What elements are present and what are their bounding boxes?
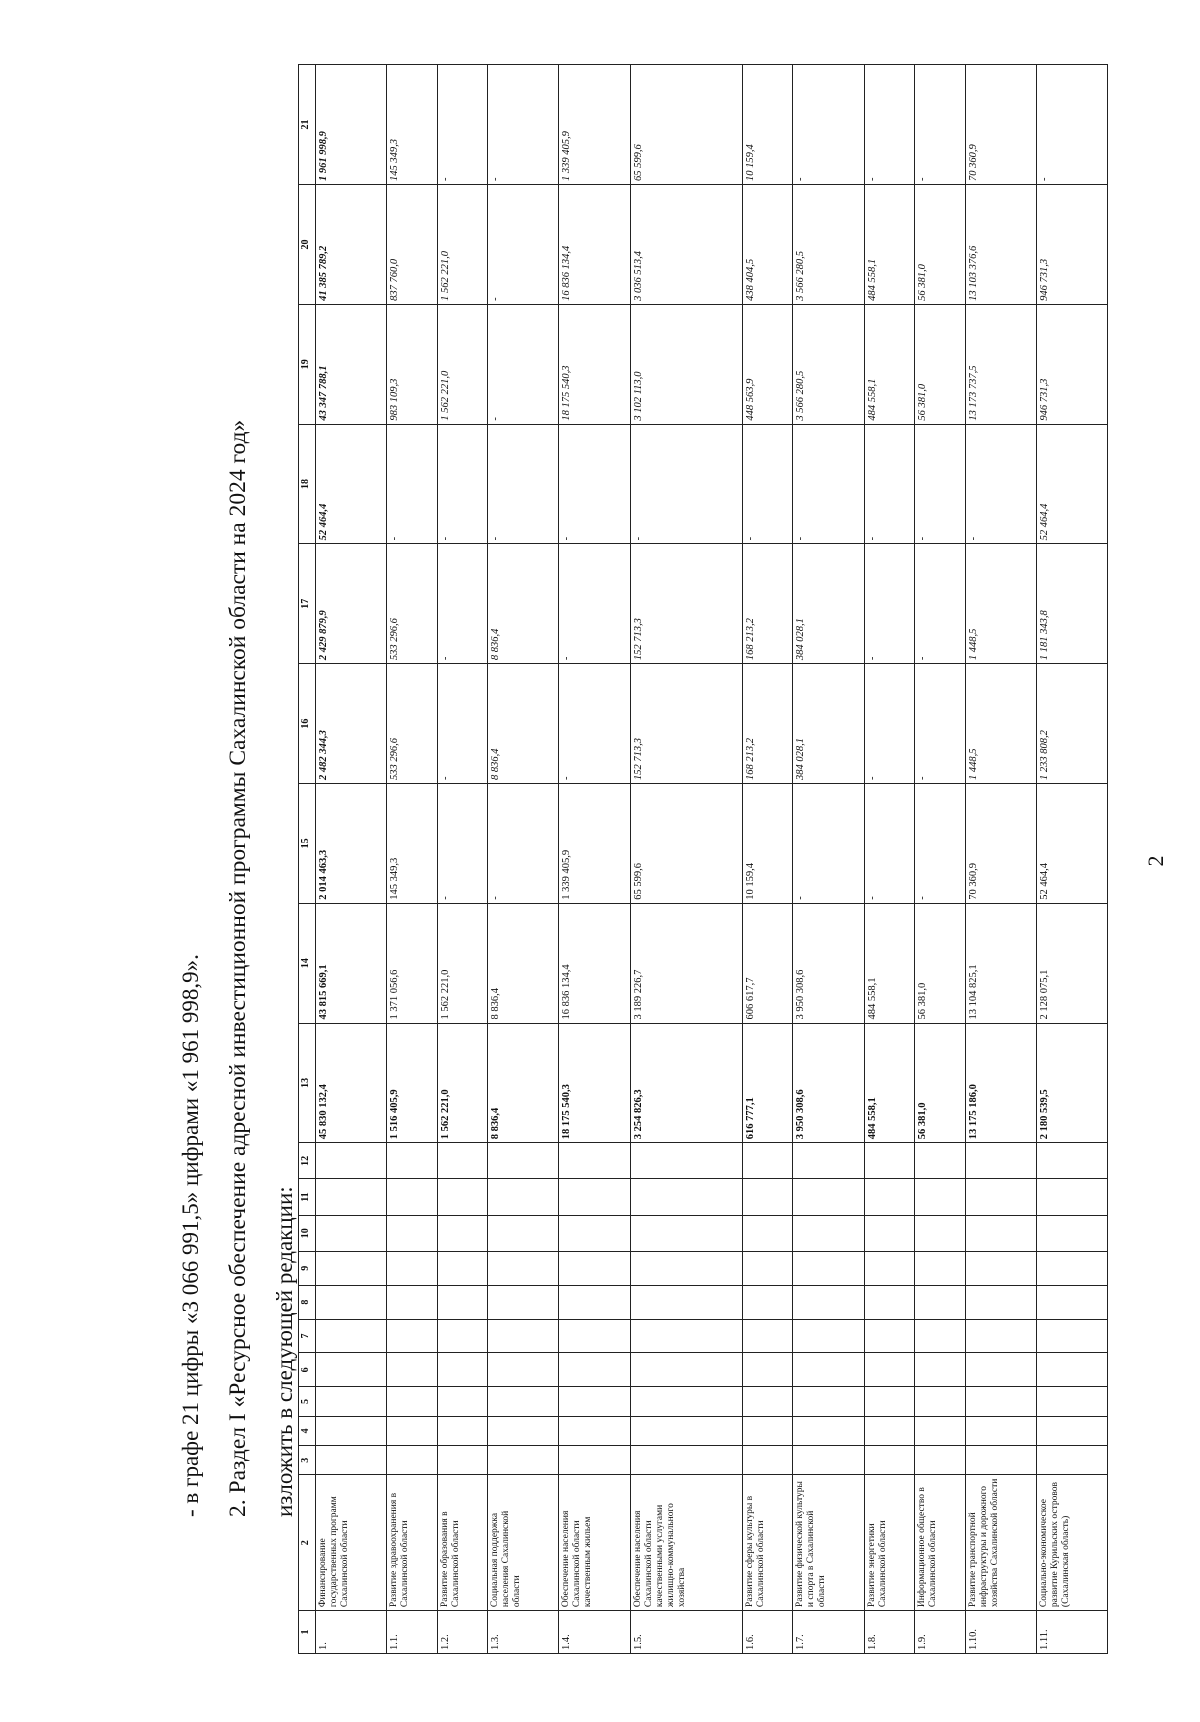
empty-cell <box>965 1387 1036 1416</box>
value-col-17: 2 429 879,9 <box>316 544 387 664</box>
empty-cell <box>488 1251 559 1285</box>
value-col-21: - <box>793 65 864 185</box>
value-col-18: - <box>965 424 1036 544</box>
empty-cell <box>864 1143 915 1179</box>
empty-cell <box>488 1446 559 1475</box>
value-col-18: - <box>793 424 864 544</box>
empty-cell <box>488 1179 559 1215</box>
value-col-20: 56 381,0 <box>915 185 966 305</box>
empty-cell <box>1036 1387 1107 1416</box>
value-col-20: 484 558,1 <box>864 185 915 305</box>
value-col-18: 52 464,4 <box>1036 424 1107 544</box>
row-number: 1.2. <box>437 1611 488 1654</box>
empty-cell <box>965 1353 1036 1387</box>
value-col-16: - <box>915 664 966 784</box>
value-col-13: 616 777,1 <box>742 1023 793 1143</box>
value-col-18: - <box>559 424 630 544</box>
value-col-14: 43 815 669,1 <box>316 903 387 1023</box>
row-number: 1.11. <box>1036 1611 1107 1654</box>
value-col-14: 3 189 226,7 <box>630 903 742 1023</box>
value-col-19: 3 566 280,5 <box>793 304 864 424</box>
table-row <box>387 65 438 1654</box>
value-col-20: - <box>488 185 559 305</box>
value-col-13: 45 830 132,4 <box>316 1023 387 1143</box>
empty-cell <box>316 1215 387 1251</box>
program-name: Финансирование государственных программ Сахалинской области <box>316 1475 387 1611</box>
value-col-18: - <box>387 424 438 544</box>
value-col-20: 3 036 513,4 <box>630 185 742 305</box>
header-cell: 19 <box>299 304 316 424</box>
value-col-16: - <box>559 664 630 784</box>
empty-cell <box>742 1143 793 1179</box>
value-col-19: 43 347 788,1 <box>316 304 387 424</box>
empty-cell <box>559 1387 630 1416</box>
value-col-16: 168 213,2 <box>742 664 793 784</box>
empty-cell <box>793 1251 864 1285</box>
program-name: Развитие энергетики Сахалинской области <box>864 1475 915 1611</box>
value-col-20: 41 385 789,2 <box>316 185 387 305</box>
empty-cell <box>915 1416 966 1445</box>
value-col-15: 145 349,3 <box>387 783 438 903</box>
empty-cell <box>1036 1446 1107 1475</box>
value-col-16: 384 028,1 <box>793 664 864 784</box>
value-col-17: 384 028,1 <box>793 544 864 664</box>
value-col-20: 1 562 221,0 <box>437 185 488 305</box>
header-cell: 16 <box>299 664 316 784</box>
value-col-13: 2 180 539,5 <box>1036 1023 1107 1143</box>
value-col-14: 484 558,1 <box>864 903 915 1023</box>
value-col-15: 10 159,4 <box>742 783 793 903</box>
value-col-20: 3 566 280,5 <box>793 185 864 305</box>
value-col-19: 448 563,9 <box>742 304 793 424</box>
empty-cell <box>742 1215 793 1251</box>
value-col-17: 152 713,3 <box>630 544 742 664</box>
empty-cell <box>559 1285 630 1319</box>
value-col-18: - <box>488 424 559 544</box>
empty-cell <box>630 1285 742 1319</box>
empty-cell <box>488 1143 559 1179</box>
value-col-19: 946 731,3 <box>1036 304 1107 424</box>
empty-cell <box>559 1446 630 1475</box>
section-heading: 2. Раздел I «Ресурсное обеспечение адресной инвестиционной программы Сахалинской области на 2024 год» <box>225 419 251 1517</box>
table-row <box>1036 65 1107 1654</box>
row-number: 1.7. <box>793 1611 864 1654</box>
empty-cell <box>965 1285 1036 1319</box>
empty-cell <box>316 1179 387 1215</box>
empty-cell <box>864 1251 915 1285</box>
empty-cell <box>864 1319 915 1353</box>
header-cell: 1 <box>299 1611 316 1654</box>
empty-cell <box>488 1215 559 1251</box>
value-col-17: - <box>437 544 488 664</box>
value-col-16: 2 482 344,3 <box>316 664 387 784</box>
value-col-15: - <box>915 783 966 903</box>
value-col-19: - <box>488 304 559 424</box>
row-number: 1. <box>316 1611 387 1654</box>
empty-cell <box>1036 1319 1107 1353</box>
program-name: Обеспечение населения Сахалинской области качественными услугами жилищно-коммунального хозяйства <box>630 1475 742 1611</box>
empty-cell <box>437 1215 488 1251</box>
value-col-14: 2 128 075,1 <box>1036 903 1107 1023</box>
table-row <box>630 65 742 1654</box>
empty-cell <box>793 1215 864 1251</box>
empty-cell <box>793 1353 864 1387</box>
value-col-16: - <box>864 664 915 784</box>
empty-cell <box>793 1143 864 1179</box>
header-cell: 6 <box>299 1353 316 1387</box>
empty-cell <box>793 1446 864 1475</box>
value-col-13: 1 562 221,0 <box>437 1023 488 1143</box>
value-col-17: 1 181 343,8 <box>1036 544 1107 664</box>
value-col-20: 946 731,3 <box>1036 185 1107 305</box>
empty-cell <box>488 1387 559 1416</box>
value-col-18: 52 464,4 <box>316 424 387 544</box>
empty-cell <box>387 1251 438 1285</box>
value-col-16: - <box>437 664 488 784</box>
empty-cell <box>437 1143 488 1179</box>
value-col-13: 18 175 540,3 <box>559 1023 630 1143</box>
value-col-19: 484 558,1 <box>864 304 915 424</box>
header-cell: 5 <box>299 1387 316 1416</box>
header-cell: 4 <box>299 1416 316 1445</box>
empty-cell <box>559 1416 630 1445</box>
empty-cell <box>965 1215 1036 1251</box>
empty-cell <box>437 1416 488 1445</box>
empty-cell <box>630 1387 742 1416</box>
empty-cell <box>559 1215 630 1251</box>
value-col-21: - <box>915 65 966 185</box>
empty-cell <box>864 1446 915 1475</box>
value-col-18: - <box>437 424 488 544</box>
value-col-15: - <box>793 783 864 903</box>
empty-cell <box>742 1251 793 1285</box>
value-col-21: 70 360,9 <box>965 65 1036 185</box>
empty-cell <box>1036 1143 1107 1179</box>
program-name: Развитие физической культуры и спорта в Сахалинской области <box>793 1475 864 1611</box>
value-col-14: 8 836,4 <box>488 903 559 1023</box>
empty-cell <box>630 1319 742 1353</box>
empty-cell <box>915 1353 966 1387</box>
value-col-21: 65 599,6 <box>630 65 742 185</box>
empty-cell <box>488 1416 559 1445</box>
value-col-19: 18 175 540,3 <box>559 304 630 424</box>
table-body <box>316 65 1108 1654</box>
empty-cell <box>437 1446 488 1475</box>
program-name: Развитие здравоохранения в Сахалинской области <box>387 1475 438 1611</box>
empty-cell <box>742 1179 793 1215</box>
empty-cell <box>1036 1251 1107 1285</box>
empty-cell <box>387 1319 438 1353</box>
value-col-19: 3 102 113,0 <box>630 304 742 424</box>
value-col-15: 52 464,4 <box>1036 783 1107 903</box>
empty-cell <box>1036 1179 1107 1215</box>
empty-cell <box>559 1319 630 1353</box>
empty-cell <box>864 1416 915 1445</box>
value-col-20: 16 836 134,4 <box>559 185 630 305</box>
value-col-13: 56 381,0 <box>915 1023 966 1143</box>
empty-cell <box>630 1143 742 1179</box>
value-col-13: 13 175 186,0 <box>965 1023 1036 1143</box>
table-row <box>742 65 793 1654</box>
empty-cell <box>915 1319 966 1353</box>
empty-cell <box>915 1215 966 1251</box>
empty-cell <box>793 1319 864 1353</box>
empty-cell <box>1036 1215 1107 1251</box>
empty-cell <box>437 1179 488 1215</box>
empty-cell <box>965 1446 1036 1475</box>
empty-cell <box>1036 1285 1107 1319</box>
row-number: 1.9. <box>915 1611 966 1654</box>
value-col-15: - <box>488 783 559 903</box>
program-name: Развитие образования в Сахалинской области <box>437 1475 488 1611</box>
empty-cell <box>1036 1353 1107 1387</box>
value-col-14: 13 104 825,1 <box>965 903 1036 1023</box>
empty-cell <box>437 1353 488 1387</box>
value-col-18: - <box>915 424 966 544</box>
empty-cell <box>915 1251 966 1285</box>
empty-cell <box>630 1251 742 1285</box>
empty-cell <box>742 1353 793 1387</box>
empty-cell <box>793 1387 864 1416</box>
empty-cell <box>742 1319 793 1353</box>
value-col-14: 606 617,7 <box>742 903 793 1023</box>
value-col-16: 533 296,6 <box>387 664 438 784</box>
header-cell: 2 <box>299 1475 316 1611</box>
header-cell: 21 <box>299 65 316 185</box>
empty-cell <box>437 1251 488 1285</box>
value-col-15: 70 360,9 <box>965 783 1036 903</box>
empty-cell <box>864 1387 915 1416</box>
value-col-14: 3 950 308,6 <box>793 903 864 1023</box>
empty-cell <box>437 1319 488 1353</box>
value-col-18: - <box>742 424 793 544</box>
value-col-21: 1 339 405,9 <box>559 65 630 185</box>
value-col-14: 1 562 221,0 <box>437 903 488 1023</box>
program-name: Социально-экономическое развитие Курильских островов (Сахалинская область) <box>1036 1475 1107 1611</box>
empty-cell <box>316 1285 387 1319</box>
value-col-19: 1 562 221,0 <box>437 304 488 424</box>
row-number: 1.8. <box>864 1611 915 1654</box>
program-name: Информационное общество в Сахалинской области <box>915 1475 966 1611</box>
value-col-16: 152 713,3 <box>630 664 742 784</box>
empty-cell <box>488 1353 559 1387</box>
value-col-21: - <box>1036 65 1107 185</box>
empty-cell <box>437 1285 488 1319</box>
header-cell: 14 <box>299 903 316 1023</box>
empty-cell <box>316 1251 387 1285</box>
empty-cell <box>793 1179 864 1215</box>
header-cell: 13 <box>299 1023 316 1143</box>
table-row <box>559 65 630 1654</box>
empty-cell <box>965 1416 1036 1445</box>
empty-cell <box>965 1179 1036 1215</box>
empty-cell <box>915 1143 966 1179</box>
value-col-14: 1 371 056,6 <box>387 903 438 1023</box>
empty-cell <box>387 1416 438 1445</box>
empty-cell <box>793 1416 864 1445</box>
value-col-21: 10 159,4 <box>742 65 793 185</box>
empty-cell <box>488 1319 559 1353</box>
value-col-13: 3 950 308,6 <box>793 1023 864 1143</box>
empty-cell <box>864 1285 915 1319</box>
table-row <box>793 65 864 1654</box>
resource-table <box>298 64 1108 1654</box>
header-cell: 15 <box>299 783 316 903</box>
empty-cell <box>559 1179 630 1215</box>
row-number: 1.4. <box>559 1611 630 1654</box>
empty-cell <box>316 1353 387 1387</box>
header-row <box>299 65 316 1654</box>
empty-cell <box>387 1285 438 1319</box>
row-number: 1.10. <box>965 1611 1036 1654</box>
empty-cell <box>316 1387 387 1416</box>
value-col-15: 65 599,6 <box>630 783 742 903</box>
value-col-14: 56 381,0 <box>915 903 966 1023</box>
empty-cell <box>915 1179 966 1215</box>
value-col-13: 8 836,4 <box>488 1023 559 1143</box>
value-col-15: - <box>437 783 488 903</box>
empty-cell <box>559 1353 630 1387</box>
value-col-16: 1 448,5 <box>965 664 1036 784</box>
value-col-17: 8 836,4 <box>488 544 559 664</box>
empty-cell <box>965 1251 1036 1285</box>
table-row <box>316 65 387 1654</box>
value-col-16: 8 836,4 <box>488 664 559 784</box>
value-col-17: - <box>864 544 915 664</box>
empty-cell <box>387 1387 438 1416</box>
empty-cell <box>742 1387 793 1416</box>
page-number: 2 <box>1143 855 1168 867</box>
row-number: 1.6. <box>742 1611 793 1654</box>
empty-cell <box>742 1416 793 1445</box>
value-col-21: 1 961 998,9 <box>316 65 387 185</box>
empty-cell <box>559 1251 630 1285</box>
empty-cell <box>630 1179 742 1215</box>
row-number: 1.5. <box>630 1611 742 1654</box>
value-col-13: 484 558,1 <box>864 1023 915 1143</box>
empty-cell <box>630 1446 742 1475</box>
empty-cell <box>387 1179 438 1215</box>
value-col-15: 1 339 405,9 <box>559 783 630 903</box>
empty-cell <box>864 1215 915 1251</box>
header-cell: 7 <box>299 1319 316 1353</box>
header-cell: 12 <box>299 1143 316 1179</box>
empty-cell <box>915 1285 966 1319</box>
empty-cell <box>559 1143 630 1179</box>
value-col-21: - <box>437 65 488 185</box>
header-cell: 9 <box>299 1251 316 1285</box>
header-cell: 20 <box>299 185 316 305</box>
empty-cell <box>316 1319 387 1353</box>
program-name: Социальная поддержка населения Сахалинской области <box>488 1475 559 1611</box>
empty-cell <box>316 1143 387 1179</box>
program-name: Развитие сферы культуры в Сахалинской области <box>742 1475 793 1611</box>
table-row <box>864 65 915 1654</box>
empty-cell <box>630 1215 742 1251</box>
amendment-line-graph-21: - в графе 21 цифры «3 066 991,5» цифрами «1 961 998,9». <box>178 954 203 1517</box>
value-col-15: - <box>864 783 915 903</box>
program-name: Обеспечение населения Сахалинской области качественным жильем <box>559 1475 630 1611</box>
empty-cell <box>864 1353 915 1387</box>
empty-cell <box>742 1446 793 1475</box>
table-row <box>965 65 1036 1654</box>
program-name: Развитие транспортной инфраструктуры и дорожного хозяйства Сахалинской области <box>965 1475 1036 1611</box>
value-col-13: 1 516 405,9 <box>387 1023 438 1143</box>
empty-cell <box>965 1143 1036 1179</box>
header-cell: 10 <box>299 1215 316 1251</box>
row-number: 1.3. <box>488 1611 559 1654</box>
value-col-17: 1 448,5 <box>965 544 1036 664</box>
table-row <box>915 65 966 1654</box>
value-col-19: 13 173 737,5 <box>965 304 1036 424</box>
empty-cell <box>1036 1416 1107 1445</box>
value-col-17: - <box>559 544 630 664</box>
edition-note: изложить в следующей редакции: <box>272 1186 297 1517</box>
empty-cell <box>915 1446 966 1475</box>
value-col-19: 56 381,0 <box>915 304 966 424</box>
empty-cell <box>316 1446 387 1475</box>
empty-cell <box>437 1387 488 1416</box>
value-col-14: 16 836 134,4 <box>559 903 630 1023</box>
header-cell: 11 <box>299 1179 316 1215</box>
empty-cell <box>387 1353 438 1387</box>
value-col-18: - <box>630 424 742 544</box>
value-col-20: 837 760,0 <box>387 185 438 305</box>
value-col-18: - <box>864 424 915 544</box>
empty-cell <box>488 1285 559 1319</box>
value-col-21: 145 349,3 <box>387 65 438 185</box>
value-col-17: - <box>915 544 966 664</box>
empty-cell <box>630 1353 742 1387</box>
value-col-20: 438 404,5 <box>742 185 793 305</box>
empty-cell <box>630 1416 742 1445</box>
empty-cell <box>387 1215 438 1251</box>
empty-cell <box>316 1416 387 1445</box>
empty-cell <box>793 1285 864 1319</box>
value-col-15: 2 014 463,3 <box>316 783 387 903</box>
empty-cell <box>965 1319 1036 1353</box>
value-col-21: - <box>488 65 559 185</box>
value-col-13: 3 254 826,3 <box>630 1023 742 1143</box>
row-number: 1.1. <box>387 1611 438 1654</box>
value-col-19: 983 109,3 <box>387 304 438 424</box>
value-col-17: 168 213,2 <box>742 544 793 664</box>
header-cell: 18 <box>299 424 316 544</box>
table-row <box>437 65 488 1654</box>
table-row <box>488 65 559 1654</box>
empty-cell <box>915 1387 966 1416</box>
header-cell: 3 <box>299 1446 316 1475</box>
value-col-21: - <box>864 65 915 185</box>
empty-cell <box>387 1143 438 1179</box>
header-cell: 8 <box>299 1285 316 1319</box>
value-col-16: 1 233 808,2 <box>1036 664 1107 784</box>
empty-cell <box>864 1179 915 1215</box>
value-col-17: 533 296,6 <box>387 544 438 664</box>
empty-cell <box>387 1446 438 1475</box>
value-col-20: 13 103 376,6 <box>965 185 1036 305</box>
empty-cell <box>742 1285 793 1319</box>
header-cell: 17 <box>299 544 316 664</box>
